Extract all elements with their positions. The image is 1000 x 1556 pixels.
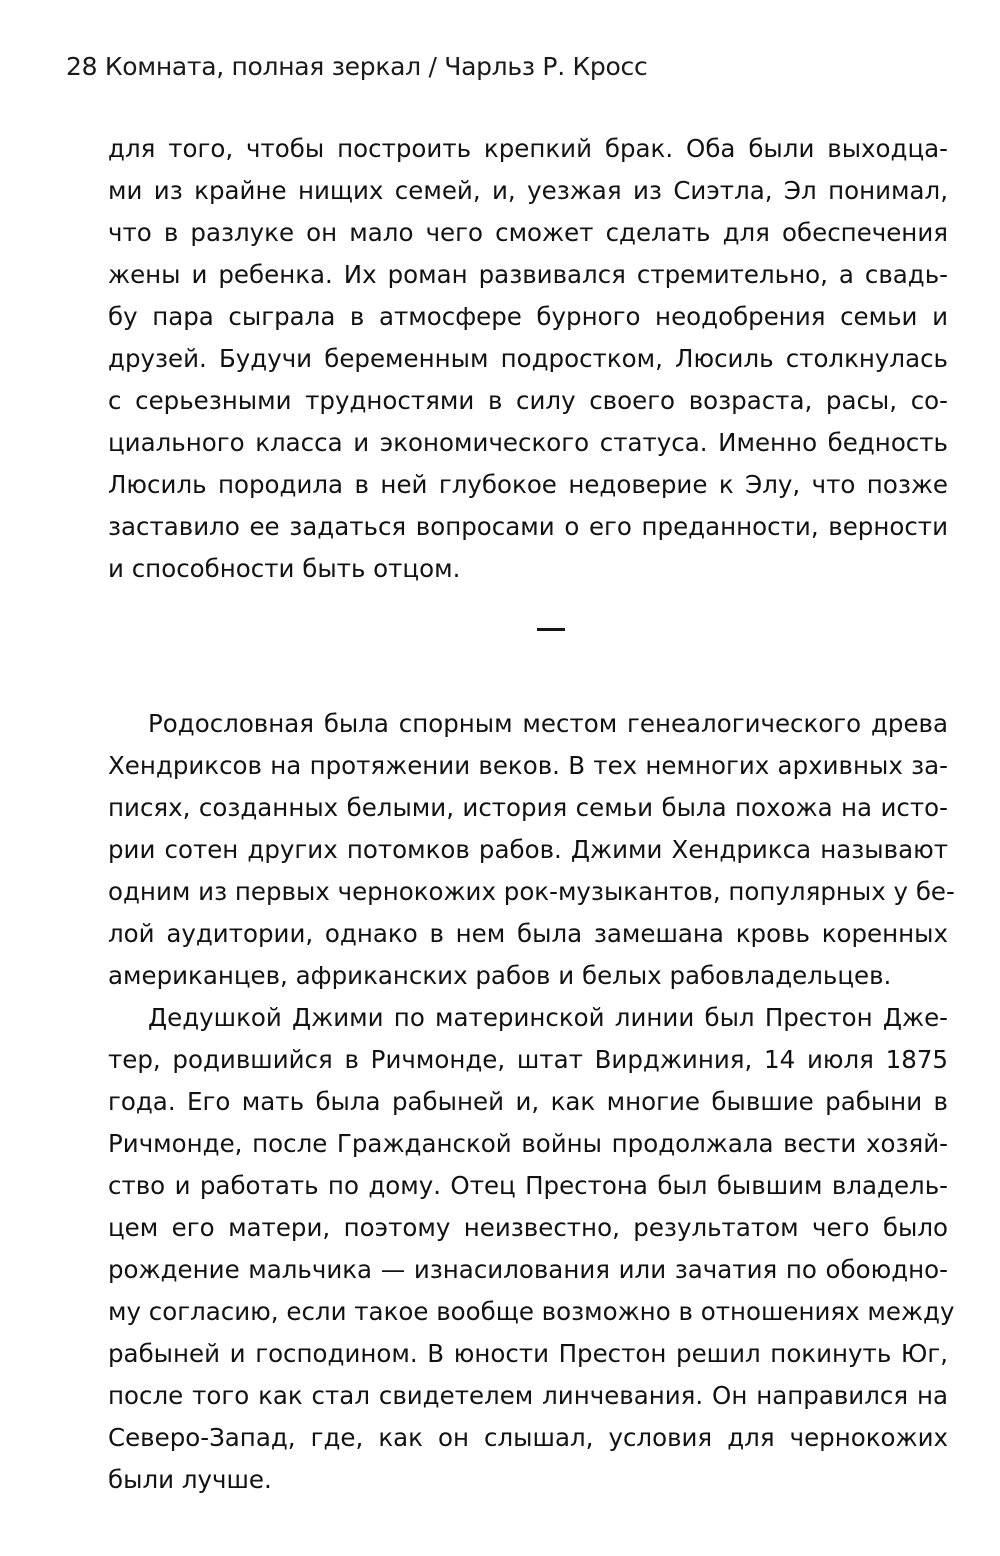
text-line: тер, родившийся в Ричмонде, штат Вирджиния, 14 июля 1875	[108, 1045, 948, 1074]
text-line: лой аудитории, однако в нем была замешана кровь коренных	[108, 919, 948, 948]
text-line: после того как стал свидетелем линчевания. Он направился на	[108, 1381, 948, 1410]
text-line: ми из крайне нищих семей, и, уезжая из Сиэтла, Эл понимал,	[108, 176, 948, 205]
paragraph-3	[108, 997, 955, 1501]
paragraph-2	[108, 703, 955, 997]
text-line: писях, созданных белыми, история семьи была похожа на исто-	[108, 793, 948, 822]
text-line: Ричмонде, после Гражданской войны продолжала вести хозяй-	[108, 1129, 948, 1158]
text-line: были лучше.	[108, 1465, 272, 1494]
text-line: рии сотен других потомков рабов. Джими Хендрикса называют	[108, 835, 948, 864]
text-line: ство и работать по дому. Отец Престона был бывшим владель-	[108, 1171, 948, 1200]
text-line: одним из первых чернокожих рок-музыкантов, популярных у бе-	[108, 877, 955, 906]
paragraph-1	[108, 128, 948, 590]
text-line: рабыней и господином. В юности Престон решил покинуть Юг,	[108, 1339, 948, 1368]
text-line: Люсиль породила в ней глубокое недоверие к Элу, что позже	[108, 470, 948, 499]
text-line: Хендриксов на протяжении веков. В тех немногих архивных за-	[108, 751, 948, 780]
text-line: с серьезными трудностями в силу своего возраста, расы, со-	[108, 386, 948, 415]
text-line: Северо-Запад, где, как он слышал, условия для чернокожих	[108, 1423, 948, 1452]
text-line: года. Его мать была рабыней и, как многие бывшие рабыни в	[108, 1087, 948, 1116]
section-separator	[537, 628, 565, 631]
text-line: заставило ее задаться вопросами о его преданности, верности	[108, 512, 948, 541]
text-line: му согласию, если такое вообще возможно в отношениях между	[108, 1297, 955, 1326]
text-line: жены и ребенка. Их роман развивался стремительно, а свадь-	[108, 260, 948, 289]
text-line: рождение мальчика — изнасилования или зачатия по обоюдно-	[108, 1255, 948, 1284]
text-line: американцев, африканских рабов и белых рабовладельцев.	[108, 961, 892, 990]
text-line: Родословная была спорным местом генеалогического древа	[148, 709, 948, 738]
text-line: друзей. Будучи беременным подростком, Люсиль столкнулась	[108, 344, 948, 373]
text-line: что в разлуке он мало чего сможет сделать для обеспечения	[108, 218, 948, 247]
running-head: 28 Комната, полная зеркал / Чарльз Р. Кросс	[66, 52, 648, 81]
text-line: и способности быть отцом.	[108, 554, 461, 583]
text-line: Дедушкой Джими по материнской линии был Престон Дже-	[148, 1003, 948, 1032]
text-line: цем его матери, поэтому неизвестно, результатом чего было	[108, 1213, 948, 1242]
text-line: бу пара сыграла в атмосфере бурного неодобрения семьи и	[108, 302, 948, 331]
text-line: для того, чтобы построить крепкий брак. Оба были выходца-	[108, 134, 948, 163]
text-line: циального класса и экономического статуса. Именно бедность	[108, 428, 948, 457]
